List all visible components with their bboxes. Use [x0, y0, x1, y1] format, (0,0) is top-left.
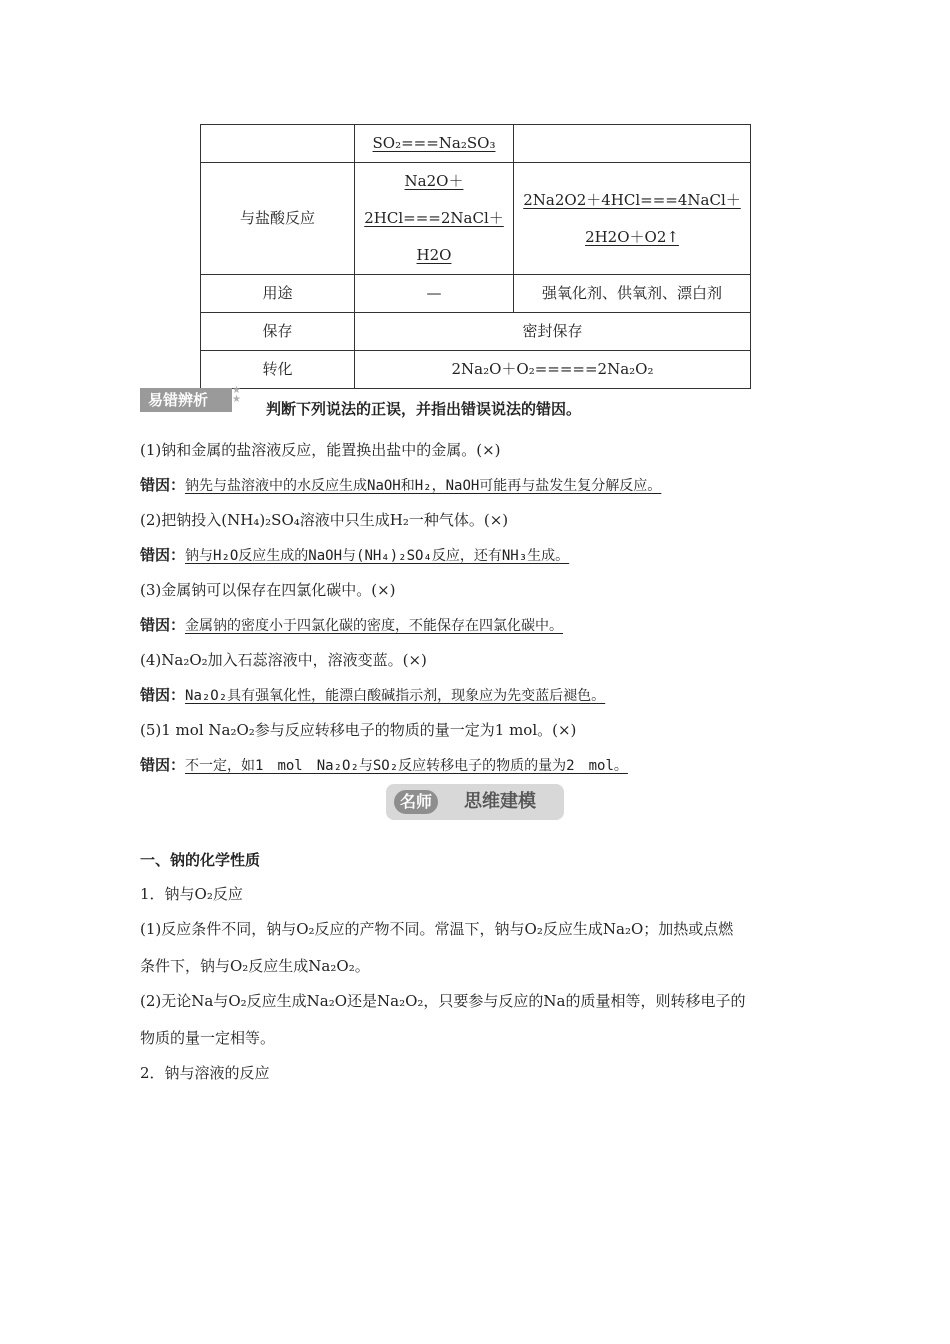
- reason-line: [140, 754, 628, 775]
- table-cell: [355, 163, 514, 275]
- reason-text: Na₂O₂具有强氧化性，能漂白酸碱指示剂，现象应为先变蓝后褪色。: [185, 688, 606, 704]
- paragraph-line: 物质的量一定相等。: [140, 1029, 276, 1047]
- instruction-text: 判断下列说法的正误，并指出错误说法的错因。: [266, 400, 582, 418]
- formula-line: Na2O＋: [404, 172, 464, 190]
- table-row: [201, 125, 751, 163]
- banner-tag: 名师: [394, 790, 438, 814]
- reason-label: 错因：: [140, 756, 186, 774]
- reason-label: 错因：: [140, 616, 186, 634]
- comparison-table: [200, 124, 751, 389]
- table-row: [201, 351, 751, 389]
- reason-line: [140, 544, 569, 565]
- reason-label: 错因：: [140, 476, 186, 494]
- table-cell: [355, 125, 514, 163]
- row-label: 保存: [201, 313, 355, 351]
- subheading: 1．钠与O₂反应: [140, 885, 243, 903]
- section-heading: 一、钠的化学性质: [140, 851, 261, 869]
- table-cell-empty: [514, 125, 751, 163]
- paragraph-line: (2)无论Na与O₂反应生成Na₂O还是Na₂O₂，只要参与反应的Na的质量相等，则转移电子的: [140, 992, 746, 1010]
- reason-label: 错因：: [140, 546, 186, 564]
- reason-text: 钠与H₂O反应生成的NaOH与(NH₄)₂SO₄反应，还有NH₃生成。: [185, 548, 570, 564]
- reason-line: [140, 474, 661, 495]
- table-cell: —: [355, 275, 514, 313]
- reason-line: [140, 684, 605, 705]
- statement-5: (5)1 mol Na₂O₂参与反应转移电子的物质的量一定为1 mol。(×): [140, 721, 577, 739]
- reason-label: 错因：: [140, 686, 186, 704]
- row-label: 用途: [201, 275, 355, 313]
- paragraph-line: (1)反应条件不同，钠与O₂反应的产物不同。常温下，钠与O₂反应生成Na₂O；加热或点燃: [140, 920, 734, 938]
- row-label: 转化: [201, 351, 355, 389]
- reason-text: 金属钠的密度小于四氯化碳的密度，不能保存在四氯化碳中。: [185, 618, 564, 634]
- formula-text: SO₂===Na₂SO₃: [372, 134, 496, 152]
- statement-3: (3)金属钠可以保存在四氯化碳中。(×): [140, 581, 396, 599]
- formula-line: H2O: [416, 246, 452, 264]
- reason-line: [140, 614, 563, 635]
- table-cell: 强氧化剂、供氧剂、漂白剂: [514, 275, 751, 313]
- reason-text: 不一定，如1 mol Na₂O₂与SO₂反应转移电子的物质的量为2 mol。: [185, 758, 628, 774]
- subheading: 2．钠与溶液的反应: [140, 1064, 270, 1082]
- table-row: [201, 313, 751, 351]
- reason-text: 钠先与盐溶液中的水反应生成NaOH和H₂，NaOH可能再与盐发生复分解反应。: [185, 478, 662, 494]
- table-row: [201, 275, 751, 313]
- star-icon: ★ ★: [232, 385, 241, 405]
- error-analysis-badge: 易错辨析: [140, 388, 232, 412]
- paragraph-line: 条件下，钠与O₂反应生成Na₂O₂。: [140, 957, 370, 975]
- table-cell-empty: [201, 125, 355, 163]
- table-cell: 2Na₂O＋O₂=====2Na₂O₂: [355, 351, 751, 389]
- row-label: 与盐酸反应: [201, 163, 355, 275]
- table-row: [201, 163, 751, 275]
- section-banner: [386, 784, 564, 820]
- statement-1: (1)钠和金属的盐溶液反应，能置换出盐中的金属。(×): [140, 441, 501, 459]
- table-cell: [514, 163, 751, 275]
- statement-4: (4)Na₂O₂加入石蕊溶液中，溶液变蓝。(×): [140, 651, 427, 669]
- formula-line: 2Na2O2＋4HCl===4NaCl＋: [523, 190, 741, 209]
- formula-line: 2HCl===2NaCl＋: [364, 209, 504, 227]
- statement-2: (2)把钠投入(NH₄)₂SO₄溶液中只生成H₂一种气体。(×): [140, 511, 509, 529]
- banner-title: 思维建模: [464, 791, 536, 812]
- table-cell: 密封保存: [355, 313, 751, 351]
- formula-line: 2H2O＋O2↑: [585, 227, 679, 246]
